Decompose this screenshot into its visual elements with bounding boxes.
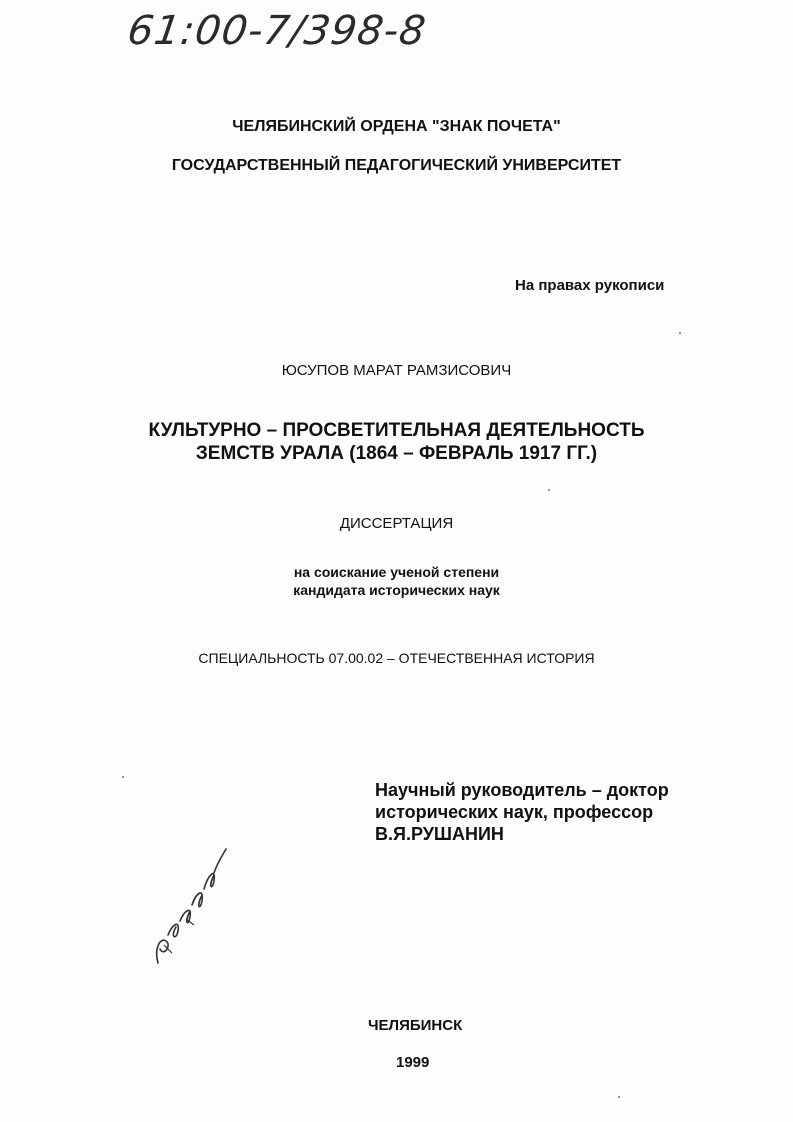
specialty-line: СПЕЦИАЛЬНОСТЬ 07.00.02 – ОТЕЧЕСТВЕННАЯ ИСТОРИЯ	[198, 650, 595, 666]
degree-line-1: на соискание ученой степени	[293, 564, 500, 580]
degree-line-2: кандидата исторических наук	[293, 582, 500, 598]
dissertation-title-line-2: ЗЕМСТВ УРАЛА (1864 – ФЕВРАЛЬ 1917 ГГ.)	[195, 443, 598, 464]
year: 1999	[396, 1054, 430, 1071]
advisor-line-2: исторических наук, профессор	[375, 802, 654, 822]
city: ЧЕЛЯБИНСК	[368, 1017, 463, 1034]
advisor-line-3: В.Я.РУШАНИН	[375, 824, 504, 844]
scientific-advisor-block	[375, 779, 669, 845]
handwritten-signature	[150, 845, 230, 970]
scan-speck	[122, 776, 124, 778]
archive-code-handwritten: 61:00-7/398-8	[124, 8, 430, 54]
advisor-line-1: Научный руководитель – доктор	[375, 780, 669, 800]
scan-speck	[618, 1096, 620, 1098]
manuscript-rights-note: На правах рукописи	[515, 277, 665, 294]
document-type: ДИССЕРТАЦИЯ	[339, 515, 454, 532]
author-name: ЮСУПОВ МАРАТ РАМЗИСОВИЧ	[281, 362, 512, 379]
organization-line-2: ГОСУДАРСТВЕННЫЙ ПЕДАГОГИЧЕСКИЙ УНИВЕРСИТЕТ	[171, 157, 622, 174]
dissertation-title-line-1: КУЛЬТУРНО – ПРОСВЕТИТЕЛЬНАЯ ДЕЯТЕЛЬНОСТЬ	[148, 420, 645, 441]
organization-line-1: ЧЕЛЯБИНСКИЙ ОРДЕНА "ЗНАК ПОЧЕТА"	[232, 118, 561, 135]
scan-speck	[548, 489, 550, 491]
scan-speck	[679, 332, 681, 334]
